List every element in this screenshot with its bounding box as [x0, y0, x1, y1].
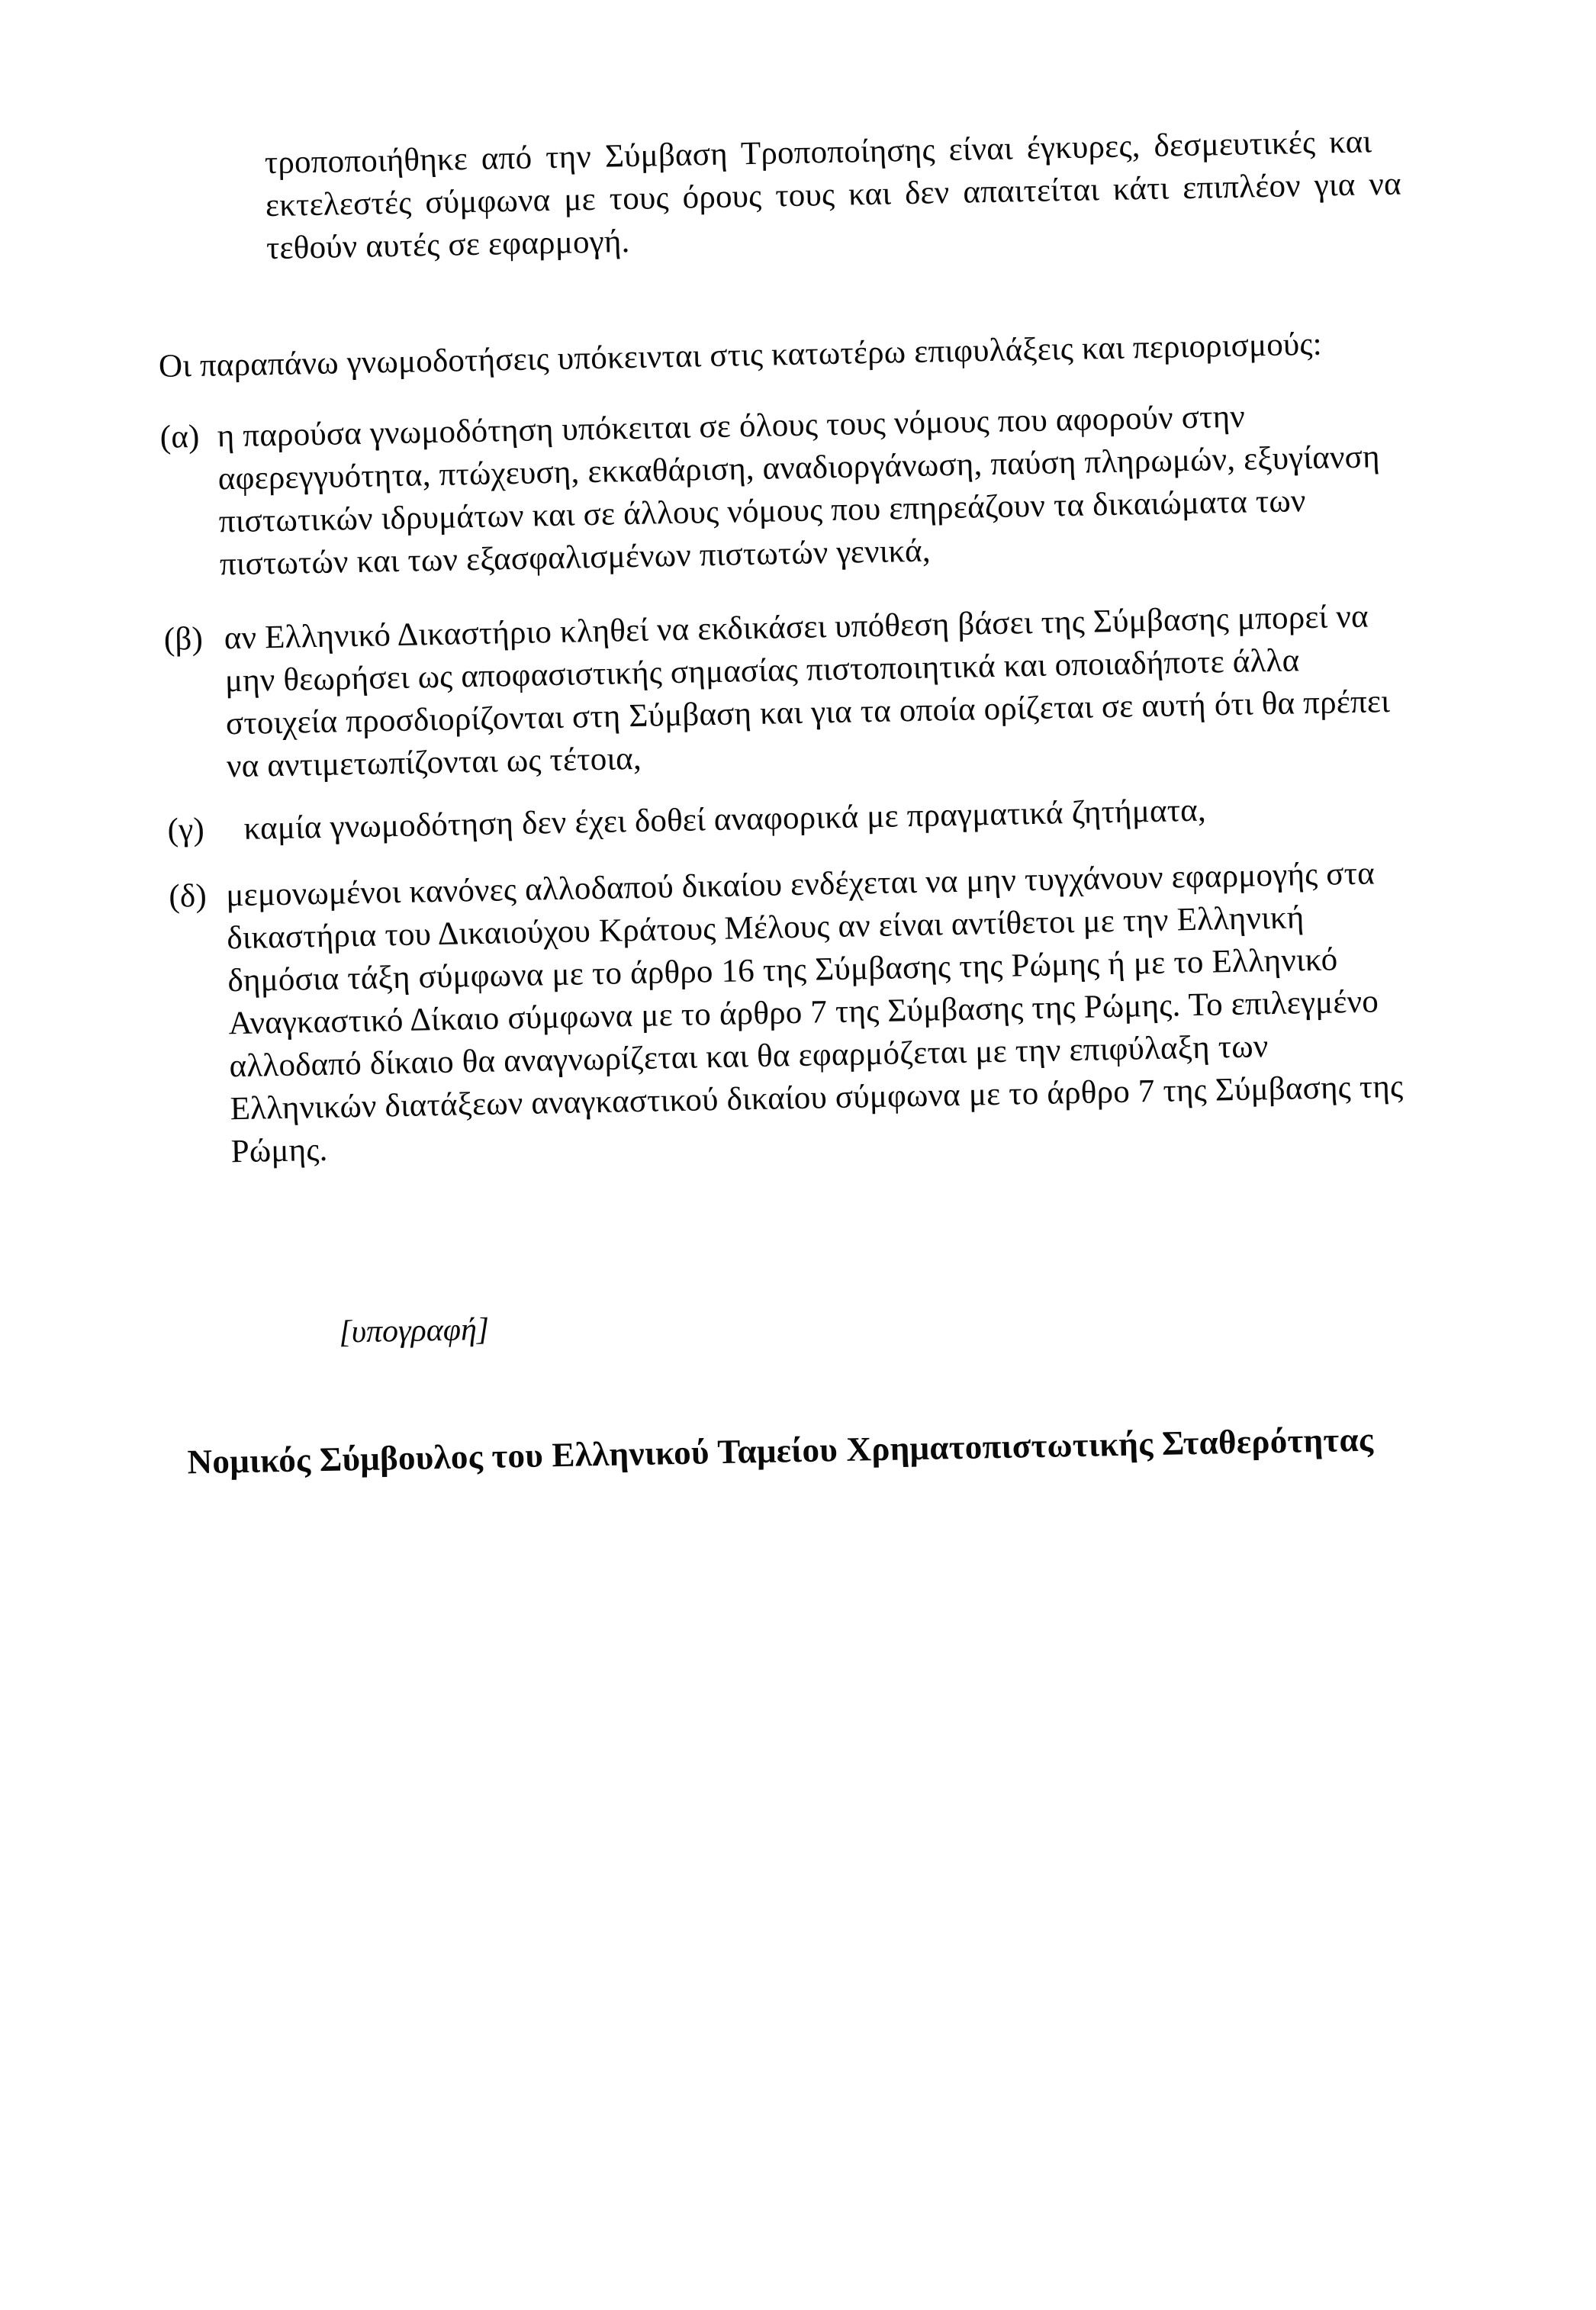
- text-line: μην θεωρήσει ως αποφασιστικής σημασίας πιστοποιητικά και οποιαδήποτε άλλα: [224, 642, 1300, 700]
- list-item-delta-text: [226, 849, 1550, 1173]
- text-line: Αναγκαστικό Δίκαιο σύμφωνα με το άρθρο 7 της Σύμβασης της Ρώμης. Το επιλεγμένο: [228, 983, 1379, 1042]
- list-item-delta: [169, 849, 1550, 1175]
- continuation-paragraph: [264, 117, 1533, 270]
- text-line: τροποποιήθηκε από την Σύμβαση Τροποποίησης είναι έγκυρες, δεσμευτικές και: [264, 124, 1372, 182]
- text-line: εκτελεστές σύμφωνα με τους όρους τους και δεν απαιτείται κάτι επιπλέον για να: [265, 166, 1402, 224]
- text-line: δικαστήρια του Δικαιούχου Κράτους Μέλους αν είναι αντίθετοι με την Ελληνική: [226, 899, 1305, 957]
- list-item-alpha-label: (α): [159, 418, 201, 455]
- list-item-gamma: [167, 783, 1544, 852]
- list-item-alpha: [159, 390, 1539, 587]
- text-line: πιστωτικών ιδρυμάτων και σε άλλους νόμους που επηρεάζουν τα δικαιώματα των: [218, 483, 1307, 540]
- reservations-intro: Οι παραπάνω γνωμοδοτήσεις υπόκεινται στις κατωτέρω επιφυλάξεις και περιορισμούς:: [158, 326, 1323, 384]
- list-item-beta-text: [224, 592, 1543, 788]
- text-line: Ελληνικών διατάξεων αναγκαστικού δικαίου σύμφωνα με το άρθρο 7 της Σύμβασης της: [230, 1068, 1404, 1128]
- text-line: να αντιμετωπίζονται ως τέτοια,: [226, 740, 642, 785]
- list-item-gamma-label: (γ): [167, 811, 205, 848]
- list-item-beta-label: (β): [163, 620, 204, 658]
- text-line: στοιχεία προσδιορίζονται στη Σύμβαση και για τα οποία ορίζεται σε αυτή ότι θα πρέπει: [225, 683, 1391, 742]
- list-item-beta: [163, 592, 1543, 790]
- signatory-title: Νομικός Σύμβουλος του Ελληνικού Ταμείου Χρηματοπιστωτικής Σταθερότητας: [187, 1420, 1374, 1482]
- text-line: μεμονωμένοι κανόνες αλλοδαπού δικαίου ενδέχεται να μην τυγχάνουν εφαρμογής στα: [225, 855, 1376, 914]
- signature-placeholder: [υπογραφή]: [338, 1311, 490, 1350]
- text-line: τεθούν αυτές σε εφαρμογή.: [265, 224, 630, 267]
- text-line: αφερεγγυότητα, πτώχευση, εκκαθάριση, αναδιοργάνωση, παύση πληρωμών, εξυγίανση: [217, 439, 1381, 497]
- text-line: Ρώμης.: [230, 1131, 328, 1170]
- list-item-delta-label: (δ): [168, 877, 208, 915]
- list-item-alpha-text: [217, 390, 1539, 586]
- text-line: δημόσια τάξη σύμφωνα με το άρθρο 16 της Σύμβασης της Ρώμης ή με το Ελληνικό: [227, 941, 1338, 999]
- text-line: αν Ελληνικό Δικαστήριο κληθεί να εκδικάσει υπόθεση βάσει της Σύμβασης μπορεί να: [224, 598, 1369, 657]
- text-line: πιστωτών και των εξασφαλισμένων πιστωτών γενικά,: [219, 532, 932, 583]
- list-item-gamma-text: [243, 783, 1544, 851]
- text-line: η παρούσα γνωμοδότηση υπόκειται σε όλους τους νόμους που αφορούν στην: [217, 398, 1246, 455]
- text-line: καμία γνωμοδότηση δεν έχει δοθεί αναφορικά με πραγματικά ζητήματα,: [243, 792, 1207, 847]
- text-line: αλλοδαπό δίκαιο θα αναγνωρίζεται και θα εφαρμόζεται με την επιφύλαξη των: [229, 1028, 1269, 1085]
